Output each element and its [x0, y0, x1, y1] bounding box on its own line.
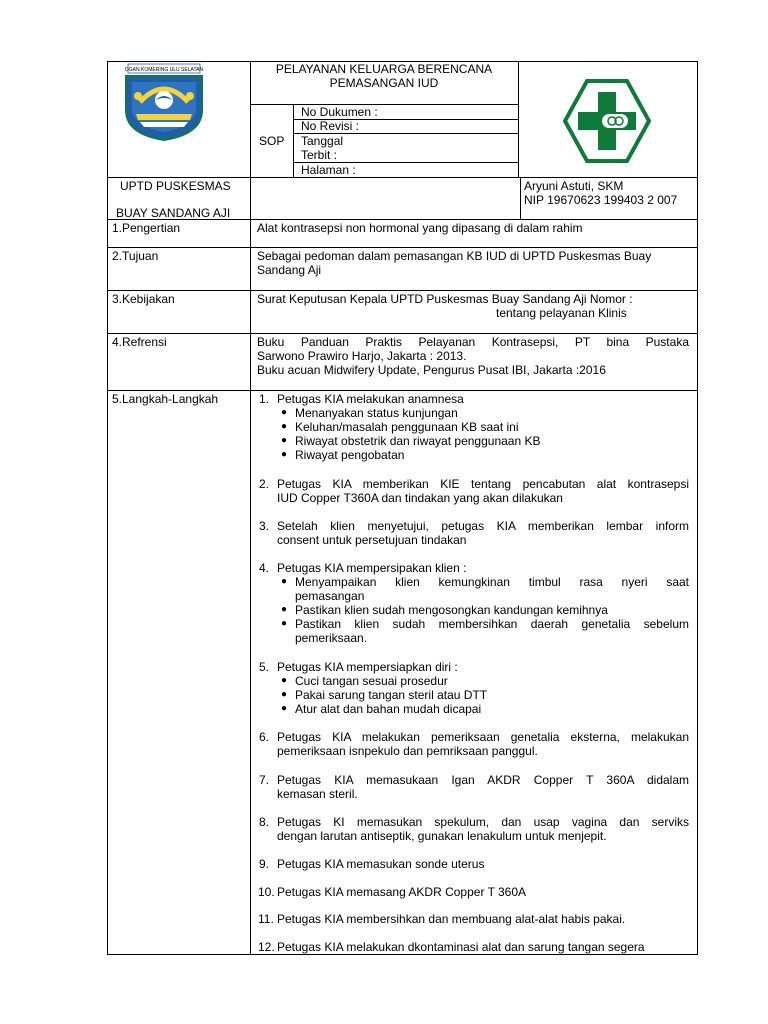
step-number: 12. [258, 940, 275, 954]
sop-label: SOP [259, 134, 285, 148]
step-text-line2: dengan larutan antiseptik, gunakan lenakulum untuk menjepit. [277, 829, 607, 843]
puskesmas-logo [562, 78, 652, 164]
pengertian-text: Alat kontrasepsi non hormonal yang dipasang di dalam rahim [257, 221, 583, 235]
bullet-icon: ● [281, 421, 288, 432]
bullet-icon: ● [281, 604, 288, 615]
step-text: Petugas KIA memasang AKDR Copper T 360A [277, 885, 527, 899]
step-bullet-line2: pemeriksaan. [295, 631, 368, 645]
step-number: 9. [259, 857, 270, 871]
step-number: 4. [259, 561, 270, 575]
step-text: Petugas KIA membersihkan dan membuang alat-alat habis pakai. [277, 912, 626, 926]
step-text: Petugas KIA mempersiapkan diri : [277, 660, 458, 674]
bullet-icon: ● [281, 576, 288, 587]
bullet-icon: ● [281, 675, 288, 686]
step-bullet-line1: Pastikan klien sudah membersihkan daerah genetalia sebelum [295, 617, 689, 631]
pengertian-label: 1.Pengertian [112, 221, 181, 235]
signer-name: Aryuni Astuti, SKM [524, 179, 624, 193]
divider-row-kebijakan [107, 290, 698, 291]
step-text-line1: Petugas KIA memasukaan Igan AKDR Copper T 360A didalam [277, 773, 689, 787]
divider-header-bottom [107, 177, 698, 178]
bullet-icon: ● [281, 618, 288, 629]
field-no-dokumen: No Dukumen : [301, 105, 378, 119]
referensi-label: 4.Refrensi [112, 335, 167, 349]
step-bullet-line2: pemasangan [295, 589, 365, 603]
kebijakan-text-line2: tentang pelayanan Klinis [496, 306, 627, 320]
divider-org-right [520, 177, 521, 219]
step-number: 6. [259, 730, 270, 744]
step-text: Petugas KIA mempersipakan klien : [277, 561, 467, 575]
bullet-icon: ● [281, 449, 288, 460]
step-text: Petugas KIA memasukan sonde uterus [277, 857, 485, 871]
step-bullet: Riwayat obstetrik dan riwayat penggunaan KB [295, 434, 541, 448]
step-bullet: Cuci tangan sesuai prosedur [295, 674, 448, 688]
step-bullet: Pastikan klien sudah mengosongkan kandungan kemihnya [295, 603, 608, 617]
step-number: 8. [259, 815, 270, 829]
divider-title-bottom [250, 104, 518, 105]
field-tanggal: Tanggal [301, 134, 344, 148]
step-number: 2. [259, 477, 270, 491]
referensi-text-line2: Sarwono Prawiro Harjo, Jakarta : 2013. [257, 349, 467, 363]
step-number: 1. [259, 392, 270, 406]
divider-row-referensi [107, 333, 698, 334]
step-text-line2: IUD Copper T360A dan tindakan yang akan dilakukan [277, 491, 563, 505]
tujuan-label: 2.Tujuan [112, 249, 159, 263]
bullet-icon: ● [281, 435, 288, 446]
divider-sop-col [293, 104, 294, 177]
step-number: 3. [259, 519, 270, 533]
step-text: Petugas KIA melakukan anamnesa [277, 392, 464, 406]
step-text-line1: Petugas KIA melakukan pemeriksaan genetalia eksterna, melakukan [277, 730, 689, 744]
table-border-right [697, 61, 698, 955]
step-text-line1: Setelah klien menyetujui, petugas KIA memberikan lembar inform [277, 519, 689, 533]
bullet-icon: ● [281, 407, 288, 418]
kebijakan-label: 3.Kebijakan [112, 292, 175, 306]
step-text-line2: pemeriksaan isnpekulo dan pemriksaan panggul. [277, 744, 538, 758]
step-bullet-line1: Menyampaikan klien kemungkinan timbul rasa nyeri saat [295, 575, 689, 589]
signer-nip: NIP 19670623 199403 2 007 [524, 193, 678, 207]
step-number: 11. [258, 912, 274, 926]
step-bullet: Pakai sarung tangan steril atau DTT [295, 688, 488, 702]
divider-row-langkah [107, 390, 698, 391]
step-text-line1: Petugas KI memasukan spekulum, dan usap vagina dan serviks [277, 815, 689, 829]
field-halaman: Halaman : [301, 163, 356, 177]
step-bullet: Riwayat pengobatan [295, 448, 405, 462]
divider-row-tujuan [107, 247, 698, 248]
logo-caption: OGAN KOMERING ULU SELATAN [124, 67, 204, 73]
field-terbit: Terbit : [301, 148, 338, 162]
tujuan-text-line1: Sebagai pedoman dalam pemasangan KB IUD di UPTD Puskesmas Buay [257, 249, 652, 263]
kebijakan-text-line1: Surat Keputusan Kepala UPTD Puskesmas Buay Sandang Aji Nomor : [257, 292, 633, 306]
step-number: 5. [259, 660, 270, 674]
step-number: 10. [258, 885, 275, 899]
doc-title-line2: PEMASANGAN IUD [329, 76, 439, 90]
referensi-text-line3: Buku acuan Midwifery Update, Pengurus Pusat IBI, Jakarta :2016 [257, 363, 606, 377]
step-bullet: Atur alat dan bahan mudah dicapai [295, 702, 482, 716]
divider-col1 [250, 61, 251, 955]
step-text-line2: kemasan steril. [277, 787, 358, 801]
regency-emblem-logo [118, 62, 210, 142]
divider-col-logo-right [518, 61, 519, 177]
langkah-label: 5.Langkah-Langkah [112, 392, 219, 406]
step-bullet: Menanyakan status kunjungan [295, 406, 458, 420]
step-text-line1: Petugas KIA memberikan KIE tentang pencabutan alat kontrasepsi [277, 477, 689, 491]
bullet-icon: ● [281, 703, 288, 714]
step-text: Petugas KIA melakukan dkontaminasi alat dan sarung tangan segera [277, 940, 645, 954]
org-name-line2: BUAY SANDANG AJI [116, 206, 231, 220]
step-number: 7. [259, 773, 270, 787]
bullet-icon: ● [281, 689, 288, 700]
referensi-text-line1: Buku Panduan Praktis Pelayanan Kontrasepsi, PT bina Pustaka [257, 335, 689, 349]
doc-title-line1: PELAYANAN KELUARGA BERENCANA [275, 62, 493, 76]
tujuan-text-line2: Sandang Aji [257, 263, 322, 277]
field-no-revisi: No Revisi : [301, 119, 360, 133]
step-text-line2: consent untuk persetujuan tindakan [277, 533, 467, 547]
step-bullet: Keluhan/masalah penggunaan KB saat ini [295, 420, 519, 434]
org-name-line1: UPTD PUSKESMAS [120, 179, 231, 193]
table-border-bottom [107, 954, 698, 955]
table-border-left [107, 61, 108, 955]
